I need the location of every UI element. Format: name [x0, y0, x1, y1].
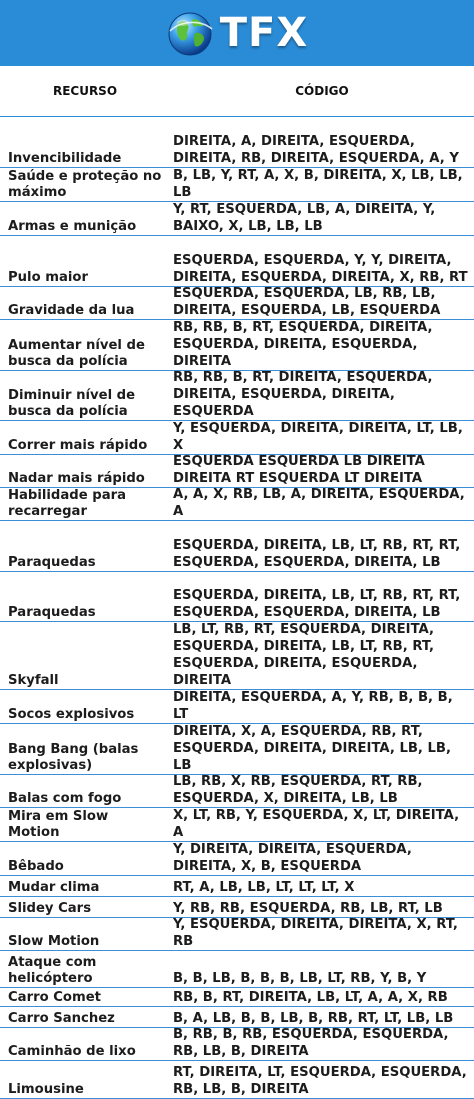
codigo-cell: ESQUERDA, ESQUERDA, LB, RB, LB, DIREITA, ESQUERDA, LB, ESQUERDA — [173, 286, 441, 318]
codigo-cell: RT, A, LB, LB, LT, LT, LT, X — [173, 880, 355, 895]
table-row — [0, 117, 474, 168]
recurso-cell: Carro Sanchez — [0, 1007, 169, 1027]
table-row — [0, 622, 474, 690]
recurso-cell: Socos explosivos — [0, 690, 169, 723]
recurso-cell: Slow Motion — [0, 918, 169, 950]
codigo-cell: DIREITA, X, A, ESQUERDA, RB, RT, ESQUERDA, DIREITA, DIREITA, LB, LB, LB — [173, 724, 451, 773]
codigo-cell: B, LB, Y, RT, A, X, B, DIREITA, X, LB, LB, LB — [173, 168, 463, 200]
recurso-cell: Skyfall — [0, 622, 169, 689]
table-row — [0, 202, 474, 236]
codigo-cell: B, B, LB, B, B, B, LB, LT, RB, Y, B, Y — [173, 971, 427, 986]
recurso-cell: Correr mais rápido — [0, 421, 169, 454]
codigo-cell: ESQUERDA, DIREITA, LB, LT, RB, RT, RT, ESQUERDA, ESQUERDA, DIREITA, LB — [173, 588, 461, 620]
table-row — [0, 690, 474, 724]
table-row — [0, 521, 474, 572]
recurso-cell: Caminhão de lixo — [0, 1028, 169, 1060]
table-row — [0, 724, 474, 775]
recurso-cell: Gravidade da lua — [0, 287, 169, 319]
codigo-cell: A, A, X, RB, LB, A, DIREITA, ESQUERDA, A — [173, 487, 465, 519]
table-row — [0, 371, 474, 421]
table-row — [0, 421, 474, 455]
codigo-cell: RB, RB, B, RT, ESQUERDA, DIREITA, ESQUERDA, DIREITA, ESQUERDA, DIREITA — [173, 320, 433, 369]
table-row — [0, 488, 474, 521]
table-row — [0, 455, 474, 488]
codigo-cell: ESQUERDA ESQUERDA LB DIREITA DIREITA RT ESQUERDA LT DIREITA — [173, 454, 425, 486]
table-row — [0, 1061, 474, 1099]
codigo-cell: ESQUERDA, ESQUERDA, Y, Y, DIREITA, DIREITA, ESQUERDA, DIREITA, X, RB, RT — [173, 253, 468, 285]
recurso-cell: Carro Comet — [0, 988, 169, 1006]
recurso-cell: Mudar clima — [0, 876, 169, 896]
codigo-cell: B, A, LB, B, B, LB, B, RB, RT, LT, LB, LB — [173, 1011, 454, 1026]
globe-icon — [166, 9, 214, 57]
table-row — [0, 876, 474, 897]
recurso-cell: Diminuir nível de busca da polícia — [0, 371, 169, 420]
recurso-cell: Paraquedas — [0, 521, 169, 571]
table-row — [0, 988, 474, 1007]
column-headers — [0, 66, 474, 117]
recurso-cell: Invencibilidade — [0, 117, 169, 167]
codigo-cell: LB, LT, RB, RT, ESQUERDA, DIREITA, ESQUERDA, DIREITA, LB, LT, RB, RT, ESQUERDA, DIREITA, ESQUERDA, DIREITA — [173, 622, 435, 688]
codigo-cell: Y, RB, RB, ESQUERDA, RB, LB, RT, LB — [173, 901, 443, 916]
recurso-cell: Mira em Slow Motion — [0, 808, 169, 841]
table-row — [0, 320, 474, 371]
table-row — [0, 168, 474, 202]
table-row — [0, 287, 474, 320]
recurso-cell: Balas com fogo — [0, 775, 169, 807]
column-header-recurso: RECURSO — [52, 84, 118, 98]
recurso-cell: Aumentar nível de busca da polícia — [0, 320, 169, 370]
recurso-cell: Armas e munição — [0, 202, 169, 235]
table-row — [0, 842, 474, 876]
table-row — [0, 775, 474, 808]
codigo-cell: ESQUERDA, DIREITA, LB, LT, RB, RT, RT, ESQUERDA, ESQUERDA, DIREITA, LB — [173, 538, 461, 570]
codigo-cell: RT, DIREITA, LT, ESQUERDA, ESQUERDA, RB, LB, B, DIREITA — [173, 1065, 467, 1097]
table-row — [0, 808, 474, 842]
table-row — [0, 1028, 474, 1061]
cheats-table — [0, 117, 474, 1099]
recurso-cell: Slidey Cars — [0, 897, 169, 917]
recurso-cell: Ataque com helicóptero — [0, 951, 169, 987]
codigo-cell: LB, RB, X, RB, ESQUERDA, RT, RB, ESQUERDA, X, DIREITA, LB, LB — [173, 774, 423, 806]
recurso-cell: Bêbado — [0, 842, 169, 875]
codigo-cell: Y, ESQUERDA, DIREITA, DIREITA, LT, LB, X — [173, 421, 463, 453]
header-banner — [0, 0, 474, 66]
table-row — [0, 236, 474, 287]
column-header-codigo: CÓDIGO — [295, 84, 349, 98]
recurso-cell: Habilidade para recarregar — [0, 488, 169, 520]
table-row — [0, 572, 474, 622]
codigo-cell: DIREITA, A, DIREITA, ESQUERDA, DIREITA, RB, DIREITA, ESQUERDA, A, Y — [173, 134, 459, 166]
codigo-cell: Y, RT, ESQUERDA, LB, A, DIREITA, Y, BAIXO, X, LB, LB, LB — [173, 202, 436, 234]
table-row — [0, 918, 474, 951]
recurso-cell: Saúde e proteção no máximo — [0, 168, 169, 201]
recurso-cell: Pulo maior — [0, 236, 169, 286]
recurso-cell: Paraquedas — [0, 572, 169, 621]
codigo-cell: DIREITA, ESQUERDA, A, Y, RB, B, B, B, LT — [173, 690, 453, 722]
codigo-cell: X, LT, RB, Y, ESQUERDA, X, LT, DIREITA, A — [173, 808, 460, 840]
codigo-cell: RB, RB, B, RT, DIREITA, ESQUERDA, DIREITA, ESQUERDA, DIREITA, ESQUERDA — [173, 370, 433, 419]
codigo-cell: Y, DIREITA, DIREITA, ESQUERDA, DIREITA, X, B, ESQUERDA — [173, 842, 412, 874]
codigo-cell: B, RB, B, RB, ESQUERDA, ESQUERDA, RB, LB, B, DIREITA — [173, 1027, 449, 1059]
recurso-cell: Limousine — [0, 1061, 169, 1098]
codigo-cell: RB, B, RT, DIREITA, LB, LT, A, A, X, RB — [173, 990, 448, 1005]
brand-logo-text: TFX — [219, 10, 309, 56]
table-row — [0, 951, 474, 988]
codigo-cell: Y, ESQUERDA, DIREITA, DIREITA, X, RT, RB — [173, 917, 458, 949]
recurso-cell: Nadar mais rápido — [0, 455, 169, 487]
table-row — [0, 897, 474, 918]
table-row — [0, 1007, 474, 1028]
recurso-cell: Bang Bang (balas explosivas) — [0, 724, 169, 774]
